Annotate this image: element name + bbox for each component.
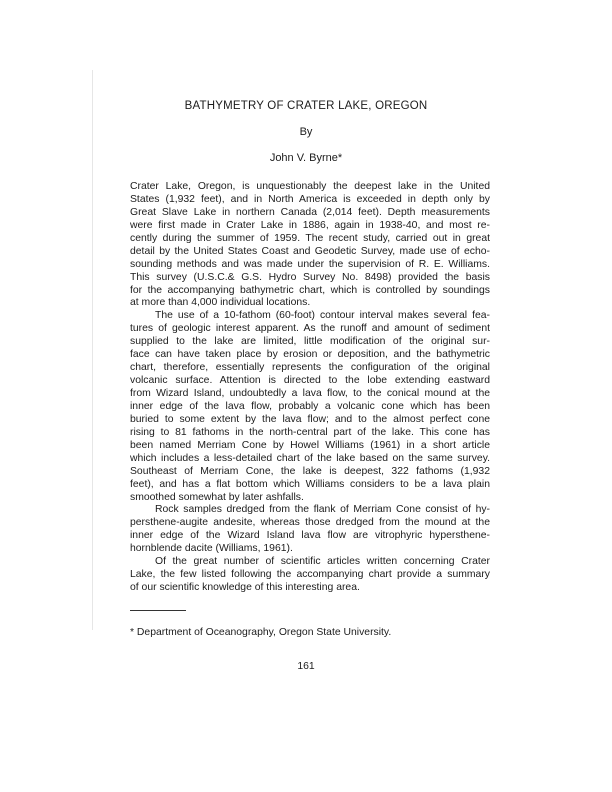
page-number: 161 [297,661,315,672]
footnote: * Department of Oceanography, Oregon State University. [130,627,392,638]
text-line: Of the great number of scientific articles written concerning Crater [155,556,490,568]
article-title: BATHYMETRY OF CRATER LAKE, OREGON [184,100,428,112]
text-line: chart, therefore, essentially represents the configuration of the original [130,362,490,374]
text-line: detail by the United States Coast and Geodetic Survey, made use of echo- [130,245,490,257]
text-line: inner edge of the Wizard Island lava flow are vitrophyric hypersthene- [130,530,490,542]
text-line: buried to some extent by the lava flow; and to the almost perfect cone [130,413,490,425]
text-line: volcanic surface. Attention is directed to the lobe extending eastward [130,375,490,387]
article-body [130,181,490,595]
text-line: feet), and has a flat bottom which Williams considers to be a lava plain [130,478,490,490]
text-line: rising to 81 fathoms in the north-central part of the lake. This cone has [130,426,490,438]
author-name: John V. Byrne* [269,152,343,164]
paragraph [130,181,490,310]
text-line: were first made in Crater Lake in 1886, again in 1938-40, and most re- [130,219,490,231]
text-line: supplied to the lake are limited, little modification of the original sur- [130,336,490,348]
text-line: hornblende dacite (Williams, 1961). [130,543,293,555]
text-line: Rock samples dredged from the flank of Merriam Cone consist of hy- [155,504,490,516]
text-line: inner edge of the lava flow, probably a volcanic cone which has been [130,400,490,412]
text-line: cently during the summer of 1959. The recent study, carried out in great [130,232,490,244]
text-line: Great Slave Lake in northern Canada (2,014 feet). Depth measurements [130,206,490,218]
text-line: This survey (U.S.C.& G.S. Hydro Survey No. 8498) provided the basis [130,271,490,283]
paragraph [130,310,490,504]
text-line: Southeast of Merriam Cone, the lake is deepest, 322 fathoms (1,932 [130,465,490,477]
byline-by: By [299,126,313,138]
text-line: from Wizard Island, undoubtedly a lava flow, to the conical mound at the [130,388,490,399]
text-line: been named Merriam Cone by Howel Williams (1961) in a short article [130,439,490,451]
text-line: States (1,932 feet), and in North America is exceeded in depth only by [130,193,490,205]
text-line: smoothed somewhat by later ashfalls. [130,491,304,503]
text-line: for the accompanying bathymetric chart, which is controlled by soundings [130,284,490,296]
paragraph [130,556,490,595]
footnote-separator [130,610,186,611]
text-line: at more than 4,000 individual locations. [130,297,311,309]
text-line: sounding methods and was made under the supervision of R. E. Williams. [130,258,490,270]
text-line: persthene-augite andesite, whereas those dredged from the mound at the [130,517,490,529]
text-line: of our scientific knowledge of this interesting area. [130,582,360,594]
text-line: which includes a less-detailed chart of the lake based on the same survey. [130,452,490,464]
text-line: The use of a 10-fathom (60-foot) contour interval makes several fea- [155,310,490,322]
text-line: tures of geologic interest apparent. As the runoff and amount of sediment [130,323,490,335]
text-line: Crater Lake, Oregon, is unquestionably the deepest lake in the United [130,181,490,192]
text-line: face can have taken place by erosion or deposition, and the bathymetric [130,349,490,361]
paragraph [130,504,490,556]
text-line: Lake, the few listed following the accompanying chart provide a summary [130,569,490,581]
